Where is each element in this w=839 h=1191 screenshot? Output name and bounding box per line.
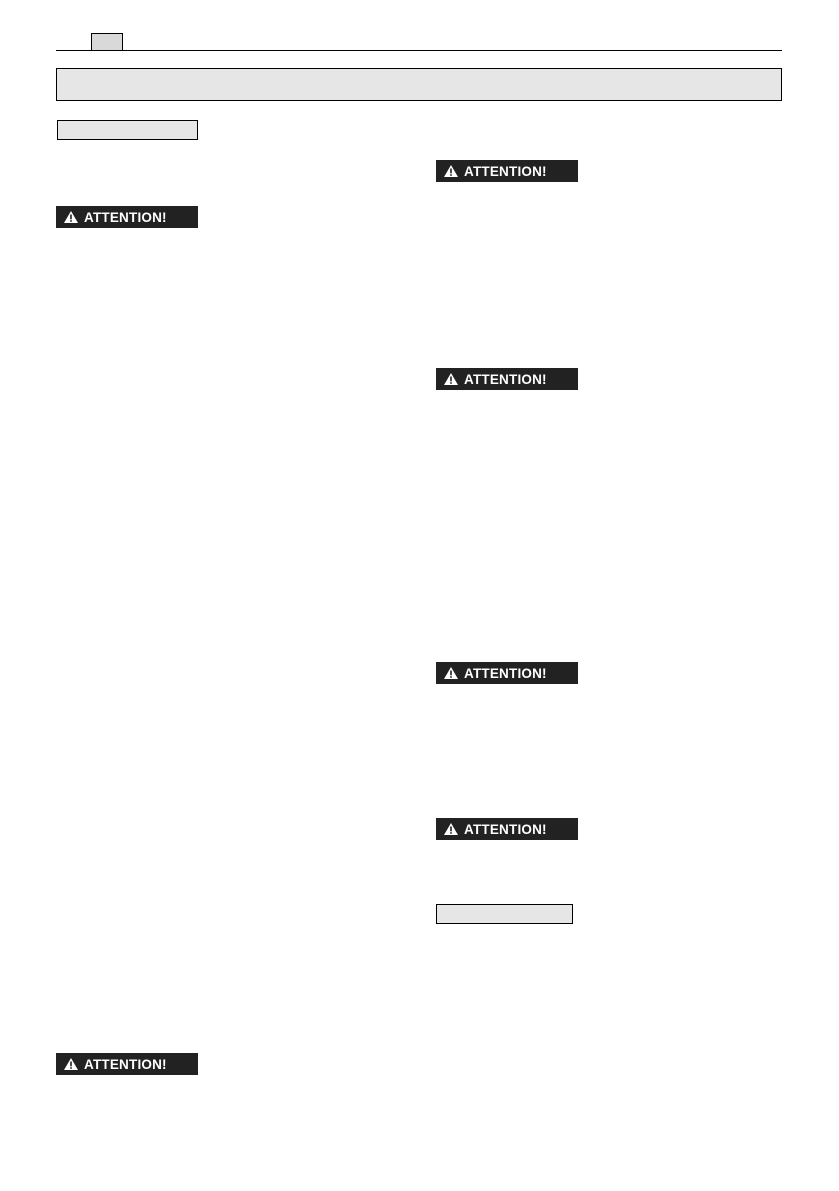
attention-label: ATTENTION! — [464, 665, 547, 681]
warning-triangle-icon — [64, 1058, 78, 1070]
attention-label: ATTENTION! — [84, 1056, 167, 1072]
warning-triangle-icon — [64, 211, 78, 223]
attention-label: ATTENTION! — [464, 821, 547, 837]
attention-label: ATTENTION! — [464, 371, 547, 387]
section-title-bar — [56, 68, 782, 101]
warning-triangle-icon — [444, 667, 458, 679]
warning-triangle-icon — [444, 373, 458, 385]
attention-banner — [436, 818, 578, 840]
attention-label: ATTENTION! — [464, 163, 547, 179]
attention-label: ATTENTION! — [84, 209, 167, 225]
header-rule — [56, 50, 782, 51]
attention-banner — [436, 368, 578, 390]
attention-banner — [436, 160, 578, 182]
warning-triangle-icon — [444, 823, 458, 835]
attention-banner — [56, 206, 198, 228]
subheading-box-right — [436, 904, 573, 924]
subheading-box-left — [57, 120, 198, 140]
page-language-tab — [91, 33, 123, 50]
attention-banner — [436, 662, 578, 684]
attention-banner — [56, 1053, 198, 1075]
warning-triangle-icon — [444, 165, 458, 177]
